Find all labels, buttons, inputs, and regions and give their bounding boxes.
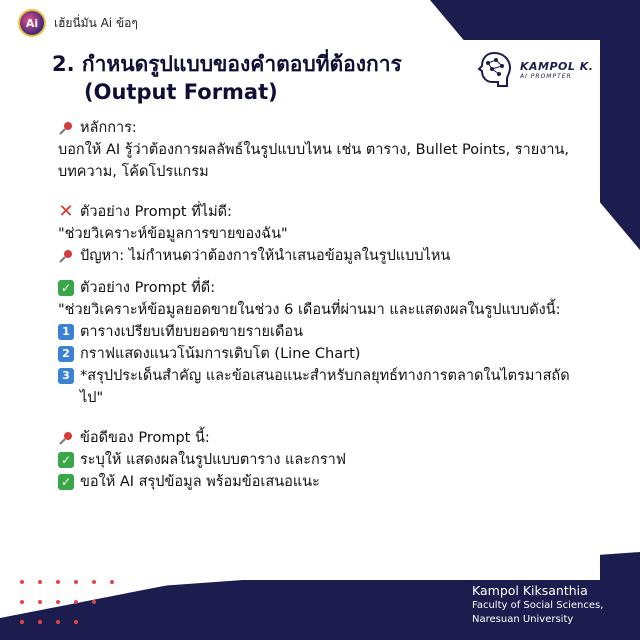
good-example-prompt: "ช่วยวิเคราะห์ข้อมูลยอดขายในช่วง 6 เดือนที่ผ่านมา และแสดงผลในรูปแบบดังนี้: bbox=[58, 302, 561, 318]
author-name: Kampol Kiksanthia bbox=[472, 583, 588, 598]
channel-name[interactable]: เฮ้ยนี่มัน Ai ข้อๆ bbox=[54, 15, 138, 30]
page-title bbox=[52, 50, 472, 106]
pushpin-icon bbox=[58, 120, 74, 136]
problem-row bbox=[58, 245, 578, 267]
pushpin-icon bbox=[58, 248, 74, 264]
author-affiliation-1: Faculty of Social Sciences, bbox=[472, 600, 604, 611]
benefit-text: ระบุให้ แสดงผลในรูปแบบตาราง และกราฟ bbox=[80, 452, 347, 468]
channel-header bbox=[18, 8, 138, 38]
main-content bbox=[58, 117, 578, 493]
benefit-text: ขอให้ AI สรุปข้อมูล พร้อมข้อเสนอแนะ bbox=[80, 474, 320, 490]
pushpin-icon bbox=[58, 430, 74, 446]
title-line-2: (Output Format) bbox=[84, 80, 278, 104]
list-item bbox=[58, 321, 578, 343]
good-example-heading: ตัวอย่าง Prompt ที่ดี: bbox=[80, 280, 216, 296]
brand-logo bbox=[474, 48, 594, 92]
author-affiliation-2: Naresuan University bbox=[472, 614, 574, 625]
number-2-icon: 2 bbox=[58, 346, 74, 362]
check-box-icon: ✓ bbox=[58, 474, 74, 490]
bad-example-prompt: "ช่วยวิเคราะห์ข้อมูลการขายของฉัน" bbox=[58, 226, 288, 242]
number-3-icon: 3 bbox=[58, 368, 74, 384]
number-1-icon: 1 bbox=[58, 324, 74, 340]
good-example-heading-row bbox=[58, 277, 578, 299]
benefit-heading-row bbox=[58, 427, 578, 449]
decorative-dots bbox=[18, 578, 118, 638]
list-item-text: *สรุปประเด็นสำคัญ และข้อเสนอแนะสำหรับกลยุทธ์ทางการตลาดในไตรมาสถัดไป" bbox=[80, 368, 570, 406]
principle-heading-row bbox=[58, 117, 578, 139]
channel-avatar[interactable]: Ai bbox=[18, 9, 46, 37]
check-box-icon: ✓ bbox=[58, 280, 74, 296]
logo-subtitle: AI PROMPTER bbox=[520, 73, 572, 80]
check-box-icon: ✓ bbox=[58, 452, 74, 468]
brain-head-icon bbox=[474, 49, 516, 91]
benefit-item bbox=[58, 471, 578, 493]
bad-example-heading-row bbox=[58, 201, 578, 223]
list-item-text: ตารางเปรียบเทียบยอดขายรายเดือน bbox=[80, 324, 304, 340]
problem-text: ปัญหา: ไม่กำหนดว่าต้องการให้นำเสนอข้อมูลในรูปแบบไหน bbox=[80, 248, 451, 264]
benefit-heading: ข้อดีของ Prompt นี้: bbox=[80, 430, 210, 446]
principle-text: บอกให้ AI รู้ว่าต้องการผลลัพธ์ในรูปแบบไหน เช่น ตาราง, Bullet Points, รายงาน, บทความ, โค้ดโปรแกรม bbox=[58, 142, 569, 180]
author-footer bbox=[472, 582, 637, 627]
list-item bbox=[58, 343, 578, 365]
list-item-text: กราฟแสดงแนวโน้มการเติบโต (Line Chart) bbox=[80, 346, 361, 362]
logo-name: KAMPOL K. bbox=[520, 60, 594, 73]
benefit-item bbox=[58, 449, 578, 471]
list-item bbox=[58, 365, 578, 409]
principle-heading: หลักการ: bbox=[80, 120, 137, 136]
title-line-1: 2. กำหนดรูปแบบของคำตอบที่ต้องการ bbox=[52, 52, 402, 76]
cross-mark-icon: ✕ bbox=[58, 201, 74, 222]
bad-example-heading: ตัวอย่าง Prompt ที่ไม่ดี: bbox=[80, 204, 232, 220]
